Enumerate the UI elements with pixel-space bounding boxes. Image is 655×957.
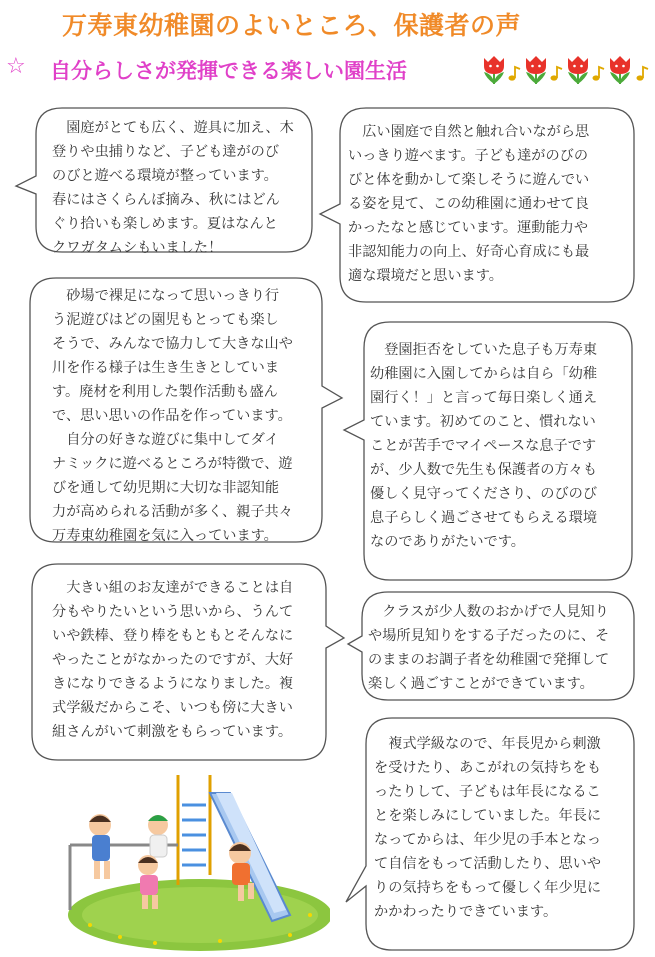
- tulip-icon: [484, 56, 504, 84]
- tulip-icon: [526, 56, 546, 84]
- music-note-icon: [551, 67, 563, 81]
- page-subtitle: 自分らしさが発揮できる楽しい園生活: [50, 59, 407, 83]
- comment-bubble: [28, 276, 344, 544]
- comment-paragraph: 登園拒否をしていた息子も万寿東 幼稚園に入園してからは自ら「幼稚 園行く！」と言って毎日楽しく通え ています。初めてのこと、慣れない ことが苦手でマイペースな息子です が、少人数で先生も保護者の方々も 優しく見守ってくださり、のびのび 息子らしく過ごさせてもらえる環境 なのでありがたいです。: [370, 342, 598, 550]
- comment-paragraph: 大きい組のお友達ができることは自 分もやりたいという思いから、うんて いや鉄棒、登り棒をもともとそんなに やったことがなかったのですが、大好 きになりできるようになりました。複 式学級だからこそ、いつも傍に大きい 組さんがいて刺激をもらっています。: [52, 580, 294, 740]
- comment-paragraph: 砂場で裸足になって思いっきり行 う泥遊びはどの園児もとっても楽し そうで、みんなで協力して大きな山や 川を作る様子は生き生きとしていま す。廃材を利用した製作活動も盛ん で、思い思いの作品を作っています。: [52, 288, 293, 424]
- comment-paragraph: クラスが少人数のおかげで人見知り や場所見知りをする子だったのに、そ のままのお調子者を幼稚園で発揮して 楽しく過ごすことができています。: [368, 604, 610, 692]
- star-icon: ☆: [6, 54, 26, 79]
- tulip-music-decoration: [478, 50, 653, 90]
- comment-bubble: [30, 562, 346, 762]
- page-title: 万寿東幼稚園のよいところ、保護者の声: [62, 11, 522, 40]
- tulip-icon: [568, 56, 588, 84]
- tulip-icon: [610, 56, 630, 84]
- music-note-icon: [637, 67, 649, 81]
- comment-paragraph: 自分の好きな遊びに集中してダイ ナミックに遊べるところが特徴で、遊 びを通して幼児期に大切な非認知能 力が高められる活動が多く、親子共々 万寿東幼稚園を気に入っています。: [52, 432, 293, 544]
- comment-bubble: [348, 590, 636, 702]
- music-note-icon: [593, 67, 605, 81]
- comment-paragraph: 広い園庭で自然と触れ合いながら思 いっきり遊べます。子ども達がのびの びと体を動かして楽しそうに遊んでい る姿を見て、この幼稚園に通わせて良 かったなと感じています。運動能力や 非認知能力の向上、好奇心育成にも最 適な環境だと思います。: [348, 124, 590, 284]
- playground-illustration: [60, 765, 330, 955]
- comment-bubble: [318, 106, 636, 304]
- comment-bubble: [344, 716, 636, 952]
- comment-paragraph: 園庭がとても広く、遊具に加え、木 登りや虫捕りなど、子ども達がのび のびと遊べる環境が整っています。 春にはさくらんぼ摘み、秋にはどん ぐり拾いも楽しめます。夏はなんと クワガタムシもいました！: [52, 120, 294, 256]
- comment-paragraph: 複式学級なので、年長児から刺激 を受けたり、あこがれの気持ちをも ったりして、子どもは年長になるこ とを楽しみにしていました。年長に なってからは、年少児の手本となっ て自信をもって活動したり、思いや りの気持ちをもって優しく年少児に かかわったりできています。: [374, 736, 602, 920]
- music-note-icon: [509, 67, 521, 81]
- comment-bubble: [342, 320, 634, 582]
- comment-bubble: [14, 106, 314, 254]
